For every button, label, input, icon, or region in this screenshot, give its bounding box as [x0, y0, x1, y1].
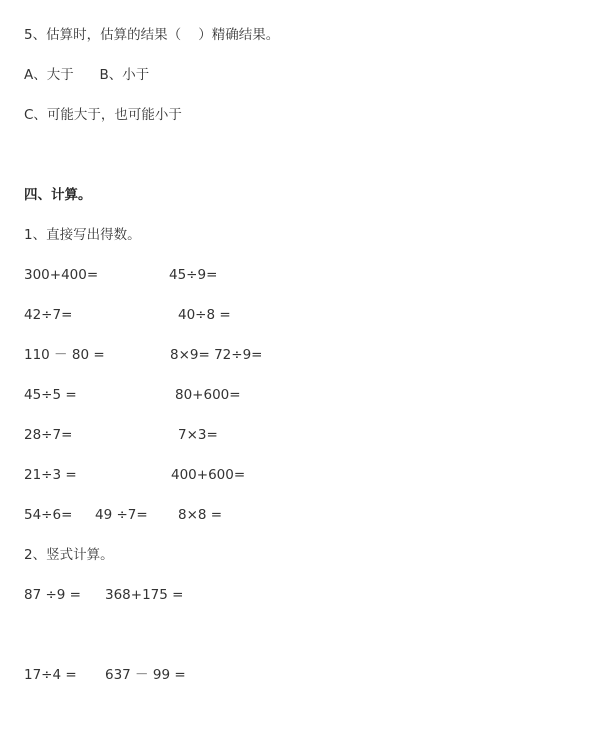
calc-item: 40÷8 =: [178, 307, 231, 323]
calc-item: 49 ÷7=: [95, 507, 148, 523]
calc-item: 110 － 80 =: [24, 347, 105, 363]
part-1-title: 1、直接写出得数。: [24, 227, 141, 243]
calc-item: 21÷3 =: [24, 467, 77, 483]
calc-item: 80+600=: [175, 387, 241, 403]
calc-item: 28÷7=: [24, 427, 73, 443]
part-2-title: 2、竖式计算。: [24, 547, 114, 563]
calc-item: 45÷9=: [169, 267, 218, 283]
calc-item: 42÷7=: [24, 307, 73, 323]
question-5-stem: 5、估算时，估算的结果（ ）精确结果。: [24, 27, 280, 43]
calc-item: 8×9= 72÷9=: [170, 347, 263, 363]
calc-item: 45÷5 =: [24, 387, 77, 403]
vertical-calc-item: 17÷4 =: [24, 667, 77, 683]
vertical-calc-item: 637 － 99 =: [105, 667, 186, 683]
calc-item: 54÷6=: [24, 507, 73, 523]
calc-item: 7×3=: [178, 427, 218, 443]
calc-item: 300+400=: [24, 267, 99, 283]
question-5-option-c: C、可能大于，也可能小于: [24, 107, 182, 123]
section-4-heading: 四、计算。: [24, 187, 92, 203]
vertical-calc-item: 87 ÷9 =: [24, 587, 81, 603]
calc-item: 400+600=: [171, 467, 246, 483]
calc-item: 8×8 =: [178, 507, 223, 523]
question-5-options-ab: A、大于 B、小于: [24, 67, 150, 83]
vertical-calc-item: 368+175 =: [105, 587, 184, 603]
